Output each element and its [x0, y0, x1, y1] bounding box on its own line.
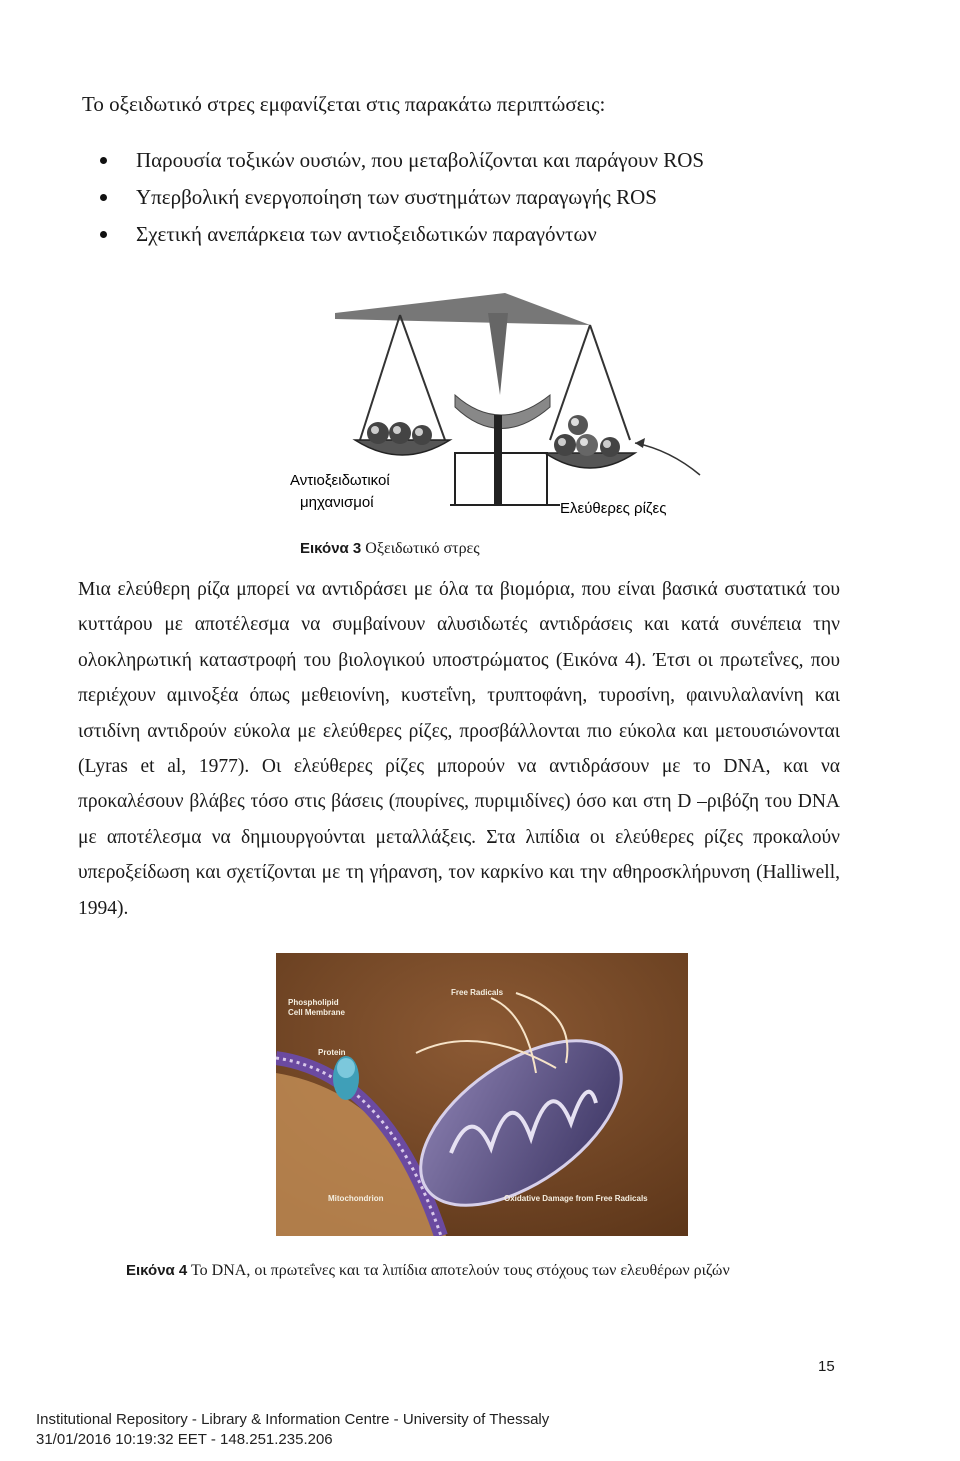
- phospholipid-label: Phospholipid: [288, 998, 339, 1007]
- scale-pointer: [488, 313, 508, 395]
- page-number: 15: [818, 1358, 835, 1375]
- bullet-icon: [100, 231, 107, 238]
- figure-4-caption: Εικόνα 4 Το DNA, οι πρωτεΐνες και τα λιπίδια αποτελούν τους στόχους των ελευθέρων ριζών: [126, 1262, 730, 1279]
- bullet-list: [100, 146, 704, 257]
- bullet-icon: [100, 157, 107, 164]
- antioxidants-label-line2: μηχανισμοί: [300, 494, 374, 511]
- mitochondrion-label: Mitochondrion: [328, 1194, 384, 1203]
- free-radical-damage-illustration: [276, 953, 688, 1236]
- scale-beam: [335, 293, 590, 325]
- free-radicals-figure-label: Free Radicals: [451, 988, 504, 997]
- antioxidant-molecules: [367, 422, 432, 445]
- oxidative-damage-label: Oxidative Damage from Free Radicals: [504, 1194, 648, 1203]
- list-item: Παρουσία τοξικών ουσιών, που μεταβολίζονται και παράγουν ROS: [100, 146, 704, 183]
- free-radicals-label: Ελεύθερες ρίζες: [560, 500, 667, 517]
- list-item: Υπερβολική ενεργοποίηση των συστημάτων παραγωγής ROS: [100, 183, 704, 220]
- bullet-icon: [100, 194, 107, 201]
- protein-label: Protein: [318, 1048, 346, 1057]
- free-radical-molecules: [554, 415, 620, 457]
- membrane-label: Cell Membrane: [288, 1008, 345, 1017]
- oxidative-stress-balance-figure: [250, 285, 720, 525]
- repository-footer: Institutional Repository - Library & Information Centre - University of Thessaly 31/01/2016 10:19:32 EET - 148.251.235.206: [36, 1411, 550, 1448]
- body-paragraph: Μια ελεύθερη ρίζα μπορεί να αντιδράσει με όλα τα βιομόρια, που είναι βασικά συστατικά του κυττάρου με αποτέλεσμα να συμβαίνουν αλυσιδωτές αντιδράσεις και κατά συνέπεια την ολοκληρωτική καταστροφή του βιολογικού υποστρώματος (Εικόνα 4). Έτσι οι πρωτεΐνες, που περιέχουν αμινοξέα όπως μεθειονίνη, κυστεΐνη, τρυπτοφάνη, τυροσίνη, φαινυλαλανίνη και ιστιδίνη αντιδρούν εύκολα με ελεύθερες ρίζες, προσβάλλονται πιο εύκολα και μετουσιώνονται (Lyras et al, 1977). Οι ελεύθερες ρίζες μπορούν να αντιδράσουν με το DNA, και να προκαλέσουν βλάβες τόσο στις βάσεις (πουρίνες, πυριμιδίνες) όσο και στη D –ριβόζη του DNA με αποτέλεσμα να δημιουργούνται μεταλλάξεις. Στα λιπίδια οι ελεύθερες ρίζες προκαλούν υπεροξείδωση και σχετίζονται με τη γήρανση, τον καρκίνο και την αθηροσκλήρυνση (Halliwell, 1994).: [78, 579, 840, 919]
- protein-icon: [333, 1056, 359, 1100]
- intro-text: Το οξειδωτικό στρες εμφανίζεται στις παρακάτω περιπτώσεις:: [82, 92, 606, 116]
- figure-3-caption: Εικόνα 3 Οξειδωτικό στρες: [300, 540, 480, 557]
- list-item: Σχετική ανεπάρκεια των αντιοξειδωτικών παραγόντων: [100, 220, 704, 257]
- antioxidants-label: Αντιοξειδωτικοί: [290, 472, 390, 489]
